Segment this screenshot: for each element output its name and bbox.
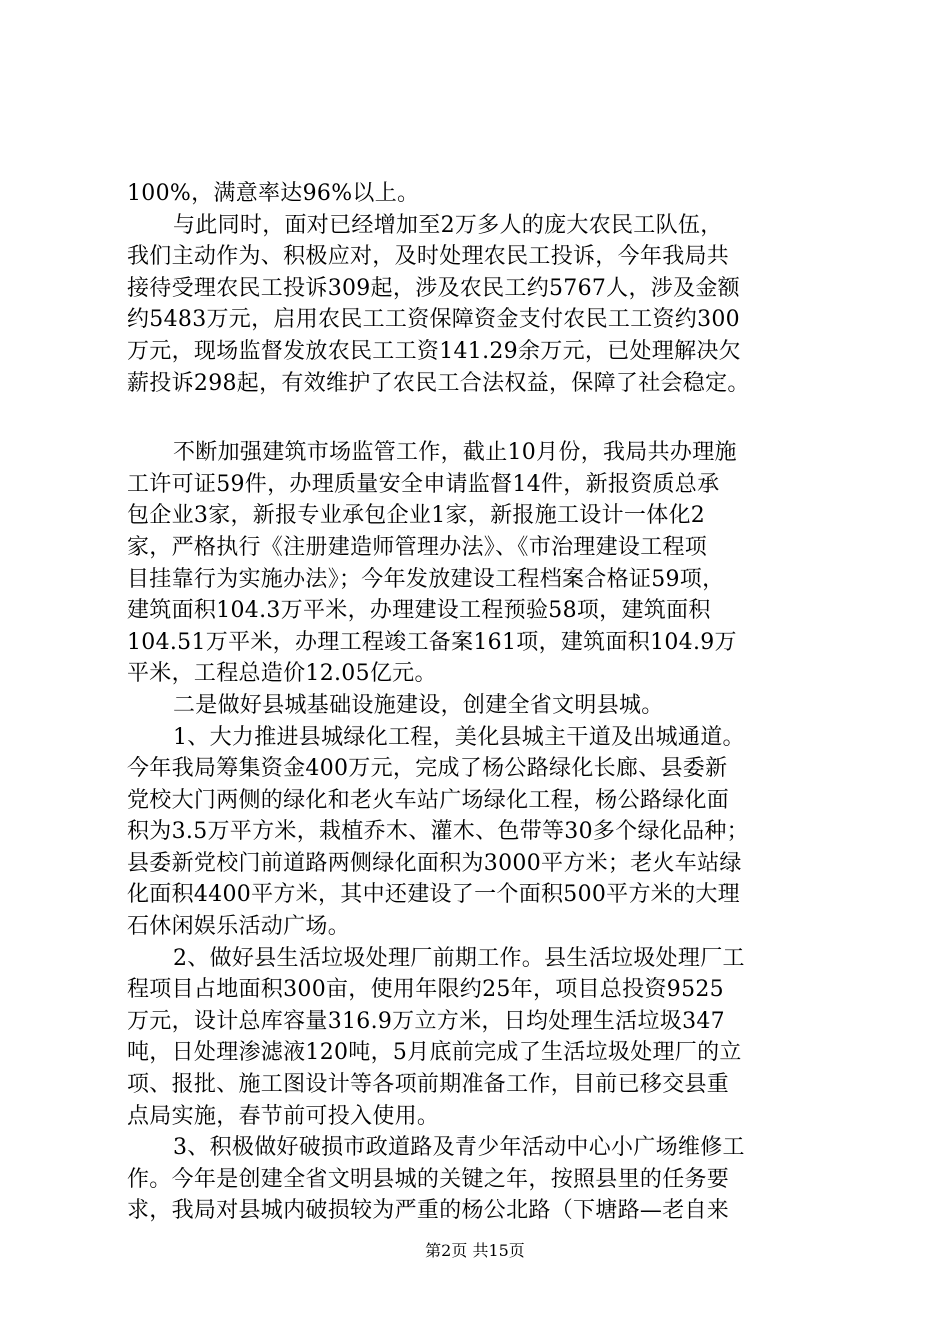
text-line: 万元，现场监督发放农民工工资141.29余万元，已处理解决欠 bbox=[127, 338, 741, 364]
text-line: 点局实施，春节前可投入使用。 bbox=[127, 1103, 440, 1129]
text-line: 包企业3家，新报专业承包企业1家，新报施工设计一体化2 bbox=[127, 503, 706, 529]
paragraph-6 bbox=[127, 943, 839, 1133]
text-line: 程项目占地面积300亩，使用年限约25年，项目总投资9525 bbox=[127, 977, 724, 1003]
text-line: 积为3.5万平方米，栽植乔木、灌木、色带等30多个绿化品种； bbox=[127, 819, 749, 845]
text-line: 县委新党校门前道路两侧绿化面积为3000平方米；老火车站绿 bbox=[127, 850, 742, 876]
text-line: 我们主动作为、积极应对，及时处理农民工投诉，今年我局共 bbox=[127, 244, 730, 270]
text-line: 与此同时，面对已经增加至2万多人的庞大农民工队伍， bbox=[173, 212, 723, 238]
text-line: 3、积极做好破损市政道路及青少年活动中心小广场维修工 bbox=[173, 1135, 745, 1161]
text-line: 薪投诉298起，有效维护了农民工合法权益，保障了社会稳定。 bbox=[127, 370, 750, 396]
page-number-label: 第2页 共15页 bbox=[425, 1241, 525, 1260]
paragraph-2 bbox=[127, 210, 839, 400]
text-line: 目挂靠行为实施办法》；今年发放建设工程档案合格证59项， bbox=[127, 566, 725, 592]
text-line: 约5483万元，启用农民工工资保障资金支付农民工工资约300 bbox=[127, 307, 740, 333]
text-line: 不断加强建筑市场监管工作，截止10月份，我局共办理施 bbox=[173, 440, 737, 466]
text-line: 2、做好县生活垃圾处理厂前期工作。县生活垃圾处理厂工 bbox=[173, 945, 745, 971]
text-line: 1、大力推进县城绿化工程，美化县城主干道及出城通道。 bbox=[173, 724, 745, 750]
paragraph-5 bbox=[127, 722, 839, 943]
text-line: 今年我局筹集资金400万元，完成了杨公路绿化长廊、县委新 bbox=[127, 756, 728, 782]
paragraph-3 bbox=[127, 437, 839, 690]
text-line: 项、报批、施工图设计等各项前期准备工作，目前已移交县重 bbox=[127, 1072, 730, 1098]
text-line: 党校大门两侧的绿化和老火车站广场绿化工程，杨公路绿化面 bbox=[127, 787, 730, 813]
text-line: 接待受理农民工投诉309起，涉及农民工约5767人，涉及金额 bbox=[127, 275, 740, 301]
text-line: 建筑面积104.3万平米，办理建设工程预验58项，建筑面积 bbox=[127, 598, 711, 624]
paragraph-7 bbox=[127, 1132, 839, 1227]
text-line: 工许可证59件，办理质量安全申请监督14件，新报资质总承 bbox=[127, 471, 720, 497]
document-body bbox=[127, 178, 839, 1227]
paragraph-gap bbox=[127, 399, 839, 437]
text-line: 104.51万平米，办理工程竣工备案161项，建筑面积104.9万 bbox=[127, 629, 737, 655]
text-line: 万元，设计总库容量316.9万立方米，日均处理生活垃圾347 bbox=[127, 1008, 725, 1034]
paragraph-1 bbox=[127, 178, 839, 210]
text-line: 吨，日处理渗滤液120吨，5月底前完成了生活垃圾处理厂的立 bbox=[127, 1040, 742, 1066]
text-line: 作。今年是创建全省文明县城的关键之年，按照县里的任务要 bbox=[127, 1166, 730, 1192]
paragraph-4 bbox=[127, 690, 839, 722]
text-line: 家，严格执行《注册建造师管理办法》、《市治理建设工程项 bbox=[127, 534, 708, 560]
text-line: 石休闲娱乐活动广场。 bbox=[127, 914, 351, 940]
section-heading: 二是做好县城基础设施建设，创建全省文明县城。 bbox=[173, 692, 664, 718]
text-line: 平米，工程总造价12.05亿元。 bbox=[127, 661, 437, 687]
text-line: 求，我局对县城内破损较为严重的杨公北路（下塘路—老自来 bbox=[127, 1198, 730, 1224]
text-line: 100%，满意率达96%以上。 bbox=[127, 181, 420, 206]
page-footer bbox=[0, 1241, 950, 1261]
text-line: 化面积4400平方米，其中还建设了一个面积500平方米的大理 bbox=[127, 882, 740, 908]
